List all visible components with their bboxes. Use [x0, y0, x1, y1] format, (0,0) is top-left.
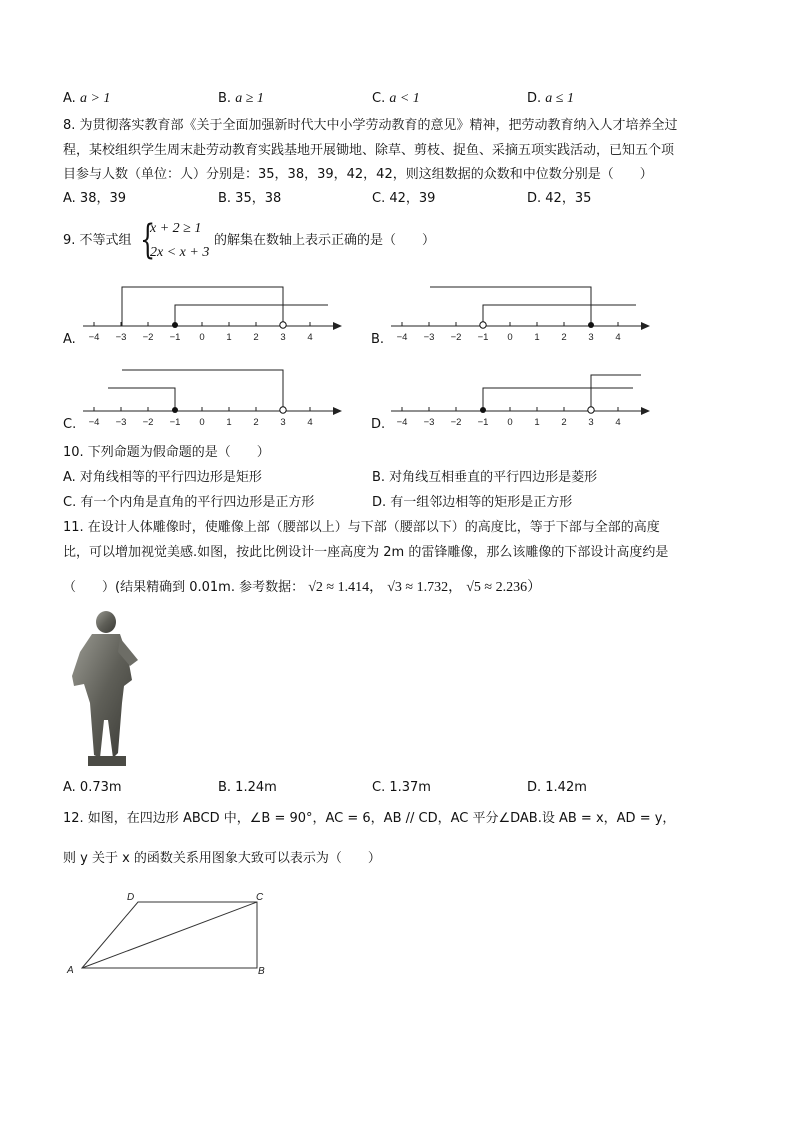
q9-option-c-letter[interactable]: C.	[63, 417, 77, 432]
q7-option-d[interactable]	[527, 90, 574, 108]
brace-symbol: {	[140, 217, 156, 263]
tick-label: −3	[115, 417, 127, 428]
label-c: C	[256, 892, 264, 903]
q7-option-c[interactable]	[372, 90, 420, 108]
q7-expr: a < 1	[389, 91, 420, 106]
tick-label: 3	[588, 417, 594, 428]
q11-ref2: √3 ≈ 1.732，	[387, 580, 463, 595]
q9-ineq2: 2x < x + 3	[150, 245, 210, 260]
number-line-b	[388, 285, 658, 355]
q11-stem-line1: 11. 在设计人体雕像时，使雕像上部（腰部以上）与下部（腰部以下）的高度比，等于下部与全部的高度	[63, 520, 660, 535]
tick-label: −1	[169, 417, 181, 428]
tick-label: 3	[280, 417, 286, 428]
q7-letter: A.	[63, 91, 76, 106]
range-bracket	[108, 388, 175, 407]
q9-ineq1: x + 2 ≥ 1	[150, 221, 202, 236]
tick-label: 4	[307, 417, 313, 428]
q9-option-b-letter[interactable]: B.	[371, 332, 385, 347]
tick-label: 3	[280, 332, 286, 343]
solid-dot	[588, 322, 594, 328]
q11-stem-line2: 比，可以增加视觉美感.如图，按此比例设计一座高度为 2m 的雷锋雕像，那么该雕像的下部设计高度约是	[63, 545, 669, 560]
tick-label: −2	[450, 417, 462, 428]
tick-label: 4	[615, 417, 621, 428]
tick-label: −4	[88, 332, 100, 343]
axis-arrow	[641, 322, 650, 330]
q11-option-a[interactable]: A. 0.73m	[63, 780, 122, 795]
q8-stem-line2: 程，某校组织学生周末赴劳动教育实践基地开展锄地、除草、剪枝、捉鱼、采摘五项实践活动，已知五个项	[63, 143, 675, 158]
tick-label: 2	[253, 332, 259, 343]
q9-option-d-letter[interactable]: D.	[371, 417, 386, 432]
number-line-a	[80, 285, 350, 355]
q7-letter: D.	[527, 91, 542, 106]
q7-letter: C.	[372, 91, 386, 106]
q10-option-d[interactable]: D. 有一组邻边相等的矩形是正方形	[372, 495, 573, 510]
axis-arrow	[333, 322, 342, 330]
tick-label: 4	[615, 332, 621, 343]
q11-line3-prefix: （ ）(结果精确到 0.01m. 参考数据：	[63, 580, 305, 595]
range-bracket	[175, 305, 328, 322]
diagonal-ac	[82, 902, 257, 968]
tick-label: −1	[477, 417, 489, 428]
label-a: A	[67, 965, 74, 976]
tick-label: 2	[561, 417, 567, 428]
q7-option-b[interactable]	[218, 90, 264, 108]
q10-stem: 10. 下列命题为假命题的是（ ）	[63, 445, 270, 460]
tick-label: −3	[115, 332, 127, 343]
q8-option-a[interactable]: A. 38，39	[63, 191, 127, 206]
q9-suffix: 的解集在数轴上表示正确的是（ ）	[214, 233, 436, 248]
tick-label: −4	[396, 417, 408, 428]
q10-option-a[interactable]: A. 对角线相等的平行四边形是矩形	[63, 470, 262, 485]
range-bracket	[483, 388, 633, 407]
q7-expr: a ≥ 1	[235, 91, 264, 106]
tick-label: 1	[534, 417, 540, 428]
q9-option-a-letter[interactable]: A.	[63, 332, 76, 347]
quadrilateral-figure	[62, 888, 272, 983]
tick-label: 2	[561, 332, 567, 343]
solid-dot	[172, 407, 178, 413]
number-line-c	[80, 370, 350, 440]
number-line-d	[388, 370, 658, 440]
range-bracket	[122, 287, 283, 326]
tick-label: 3	[588, 332, 594, 343]
q11-option-d[interactable]: D. 1.42m	[527, 780, 587, 795]
q9-prefix: 9. 不等式组	[63, 233, 132, 248]
tick-label: 1	[226, 332, 232, 343]
tick-label: 1	[534, 332, 540, 343]
tick-label: 0	[507, 417, 513, 428]
axis-arrow	[333, 407, 342, 415]
tick-label: −2	[142, 417, 154, 428]
hollow-dot	[480, 322, 486, 328]
q10-option-c[interactable]: C. 有一个内角是直角的平行四边形是正方形	[63, 495, 315, 510]
q7-expr: a ≤ 1	[545, 91, 574, 106]
q8-stem-line3: 目参与人数（单位：人）分别是：35，38，39，42，42，则这组数据的众数和中位数分别是（ ）	[63, 167, 653, 182]
tick-label: 4	[307, 332, 313, 343]
range-bracket	[591, 375, 641, 407]
axis-arrow	[641, 407, 650, 415]
q7-letter: B.	[218, 91, 232, 106]
q11-stem-line3	[63, 579, 541, 597]
q11-option-c[interactable]: C. 1.37m	[372, 780, 431, 795]
q11-ref3: √5 ≈ 2.236）	[466, 580, 542, 595]
range-bracket	[483, 305, 636, 322]
tick-label: 1	[226, 417, 232, 428]
tick-label: −1	[477, 332, 489, 343]
q12-stem-line2: 则 y 关于 x 的函数关系用图象大致可以表示为（ ）	[63, 851, 381, 866]
statue-base	[88, 756, 126, 766]
q10-option-b[interactable]: B. 对角线互相垂直的平行四边形是菱形	[372, 470, 598, 485]
q11-ref1: √2 ≈ 1.414，	[308, 580, 384, 595]
statue-image	[66, 608, 148, 770]
solid-dot	[480, 407, 486, 413]
solid-dot	[172, 322, 178, 328]
q7-option-a[interactable]	[63, 90, 110, 108]
hollow-dot	[588, 407, 594, 413]
tick-label: 0	[507, 332, 513, 343]
q8-stem-line1: 8. 为贯彻落实教育部《关于全面加强新时代大中小学劳动教育的意见》精神，把劳动教育纳入人才培养全过	[63, 118, 678, 133]
tick-label: −2	[450, 332, 462, 343]
tick-label: −3	[423, 332, 435, 343]
label-b: B	[258, 966, 265, 977]
label-d: D	[127, 892, 135, 903]
q8-option-c[interactable]: C. 42，39	[372, 191, 436, 206]
tick-label: −4	[396, 332, 408, 343]
hollow-dot	[280, 322, 286, 328]
hollow-dot	[280, 407, 286, 413]
q12-stem-line1: 12. 如图，在四边形 ABCD 中，∠B = 90°，AC = 6，AB // CD，AC 平分∠DAB.设 AB = x，AD = y，	[63, 811, 676, 826]
tick-label: −3	[423, 417, 435, 428]
q8-option-b[interactable]: B. 35，38	[218, 191, 282, 206]
tick-label: 0	[199, 332, 205, 343]
q7-expr: a > 1	[79, 91, 111, 106]
tick-label: −1	[169, 332, 181, 343]
tick-label: −2	[142, 332, 154, 343]
tick-label: 2	[253, 417, 259, 428]
q11-option-b[interactable]: B. 1.24m	[218, 780, 277, 795]
q8-option-d[interactable]: D. 42，35	[527, 191, 592, 206]
tick-label: 0	[199, 417, 205, 428]
tick-label: −4	[88, 417, 100, 428]
statue-head	[96, 611, 116, 633]
